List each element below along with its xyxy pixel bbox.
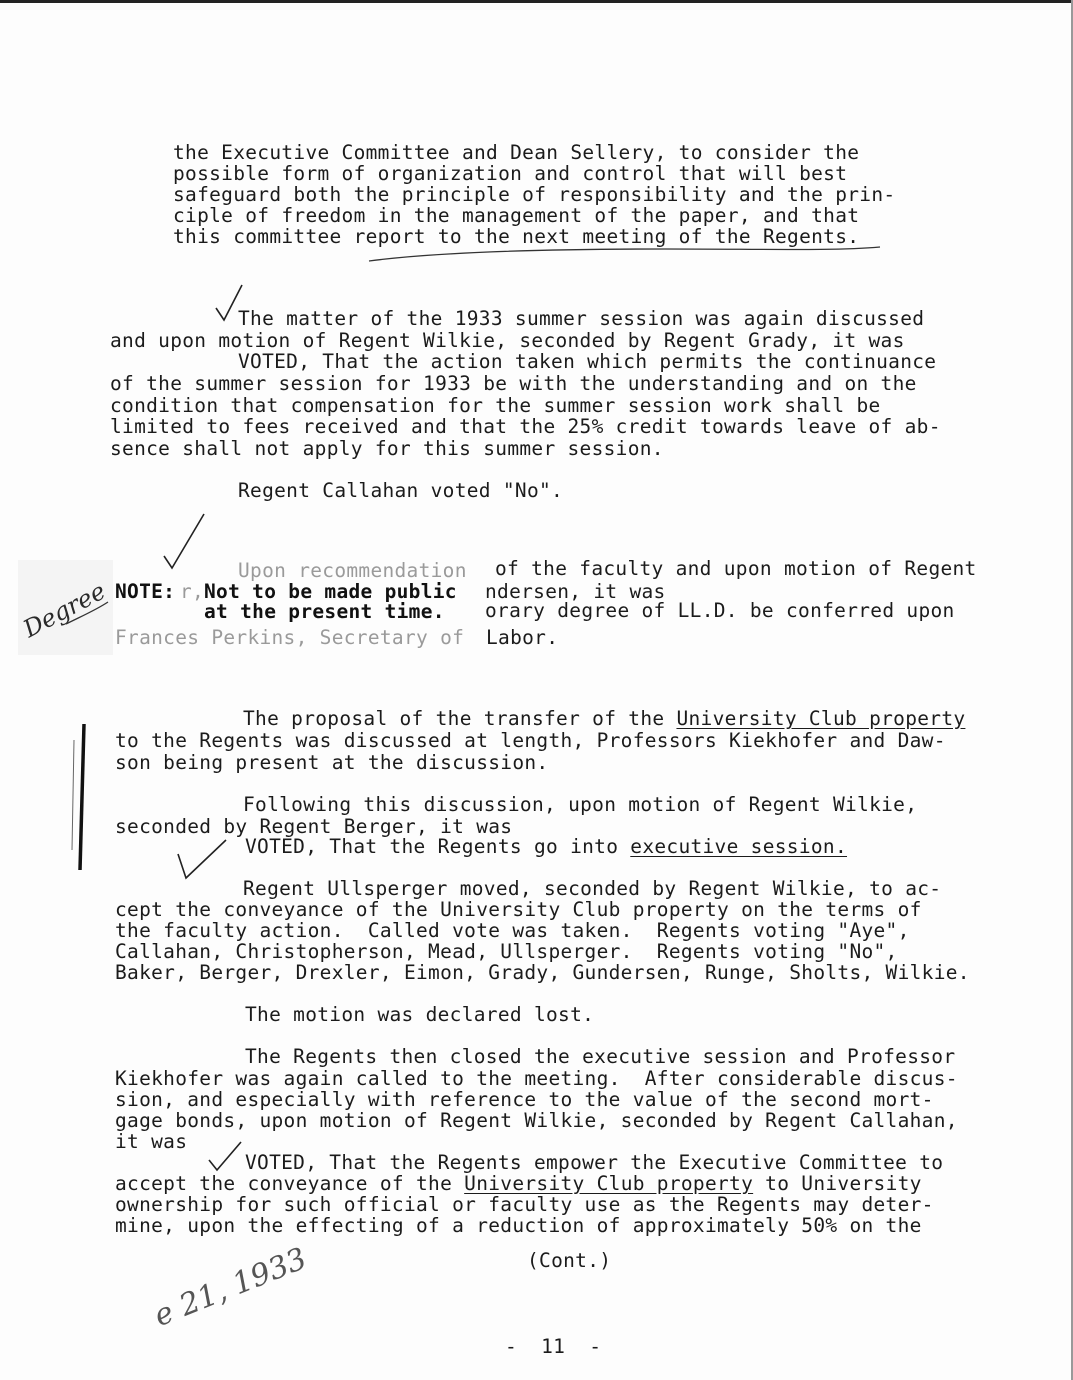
text-line: to the Regents was discussed at length, Professors Kiekhofer and Daw- bbox=[115, 729, 946, 752]
text-line: sence shall not apply for this summer session. bbox=[110, 437, 664, 460]
text-line-faint: r, bbox=[180, 580, 205, 603]
text-line: gage bonds, upon motion of Regent Wilkie, seconded by Regent Callahan, bbox=[115, 1109, 958, 1132]
text-line: The Regents then closed the executive session and Professor bbox=[245, 1045, 956, 1068]
margin-bracket bbox=[64, 720, 94, 880]
margin-note-degree: Degree bbox=[18, 576, 111, 644]
text-segment: The proposal of the transfer of the bbox=[243, 707, 677, 730]
stamp-note-text: at the present time. bbox=[204, 600, 445, 623]
text-line: it was bbox=[115, 1130, 188, 1153]
text-line: VOTED, That the action taken which permits the continuance bbox=[238, 350, 937, 373]
text-line: this committee report to the next meeting of the Regents. bbox=[173, 225, 860, 248]
check-mark-icon bbox=[205, 1138, 245, 1174]
text-line bbox=[245, 836, 847, 858]
text-line: son being present at the discussion. bbox=[115, 751, 549, 774]
text-line bbox=[243, 708, 965, 730]
check-mark-icon bbox=[172, 834, 232, 884]
text-line: orary degree of LL.D. be conferred upon bbox=[485, 599, 955, 622]
check-mark-icon bbox=[160, 510, 210, 572]
text-segment: accept the conveyance of the bbox=[115, 1172, 465, 1195]
university-club-underlined: University Club property bbox=[676, 707, 966, 730]
handwritten-date: e 21, 1933 bbox=[149, 1241, 312, 1334]
text-line: ciple of freedom in the management of the paper, and that bbox=[173, 204, 860, 227]
stamp-note-text: Not to be made public bbox=[204, 580, 457, 603]
stamp-note-label: NOTE: bbox=[115, 580, 176, 603]
text-line: and upon motion of Regent Wilkie, seconded by Regent Grady, it was bbox=[110, 329, 905, 352]
text-line: the faculty action. Called vote was taken. Regents voting "Aye", bbox=[115, 919, 910, 942]
text-line: The matter of the 1933 summer session was again discussed bbox=[238, 307, 925, 330]
text-line: Following this discussion, upon motion of Regent Wilkie, bbox=[243, 793, 918, 816]
text-line: of the faculty and upon motion of Regent bbox=[495, 557, 977, 580]
text-line: of the summer session for 1933 be with the understanding and on the bbox=[110, 372, 917, 395]
text-line-faint: Upon recommendation bbox=[238, 559, 467, 582]
text-line: Regent Ullsperger moved, seconded by Regent Wilkie, to ac- bbox=[243, 877, 942, 900]
text-line: Baker, Berger, Drexler, Eimon, Grady, Gundersen, Runge, Sholts, Wilkie. bbox=[115, 961, 970, 984]
text-line: Kiekhofer was again called to the meeting. After considerable discus- bbox=[115, 1067, 958, 1090]
text-line: limited to fees received and that the 25% credit towards leave of ab- bbox=[110, 415, 941, 438]
university-club-underlined: University Club property bbox=[464, 1172, 754, 1195]
text-line: The motion was declared lost. bbox=[245, 1003, 595, 1026]
text-line: Callahan, Christopherson, Mead, Ullsperger. Regents voting "No", bbox=[115, 940, 898, 963]
text-line: safeguard both the principle of responsibility and the prin- bbox=[173, 183, 896, 206]
text-segment: VOTED, That the Regents go into bbox=[245, 835, 631, 858]
handwritten-underline bbox=[365, 243, 885, 265]
text-line: Regent Callahan voted "No". bbox=[238, 479, 564, 502]
text-line: seconded by Regent Berger, it was bbox=[115, 815, 513, 838]
text-line: cept the conveyance of the University Club property on the terms of bbox=[115, 898, 922, 921]
text-line: sion, and especially with reference to the value of the second mort- bbox=[115, 1088, 934, 1111]
page-number: - 11 - bbox=[505, 1335, 602, 1358]
text-line-faint: Frances Perkins, Secretary of bbox=[115, 626, 465, 649]
page-top-edge bbox=[0, 0, 1073, 3]
text-line: mine, upon the effecting of a reduction of approximately 50% on the bbox=[115, 1214, 922, 1237]
text-line: ownership for such official or faculty use as the Regents may deter- bbox=[115, 1193, 934, 1216]
margin-note-stroke bbox=[62, 598, 112, 628]
text-line bbox=[115, 1173, 922, 1195]
text-line: VOTED, That the Regents empower the Executive Committee to bbox=[245, 1151, 944, 1174]
text-line: the Executive Committee and Dean Sellery, to consider the bbox=[173, 141, 860, 164]
executive-session-underlined: executive session. bbox=[630, 835, 848, 858]
text-line: Labor. bbox=[486, 626, 559, 649]
text-line: condition that compensation for the summer session work shall be bbox=[110, 394, 881, 417]
text-segment: to University bbox=[753, 1172, 922, 1195]
text-line: ndersen, it was bbox=[485, 580, 666, 603]
text-line: possible form of organization and control that will best bbox=[173, 162, 848, 185]
continued-label: (Cont.) bbox=[527, 1249, 612, 1272]
